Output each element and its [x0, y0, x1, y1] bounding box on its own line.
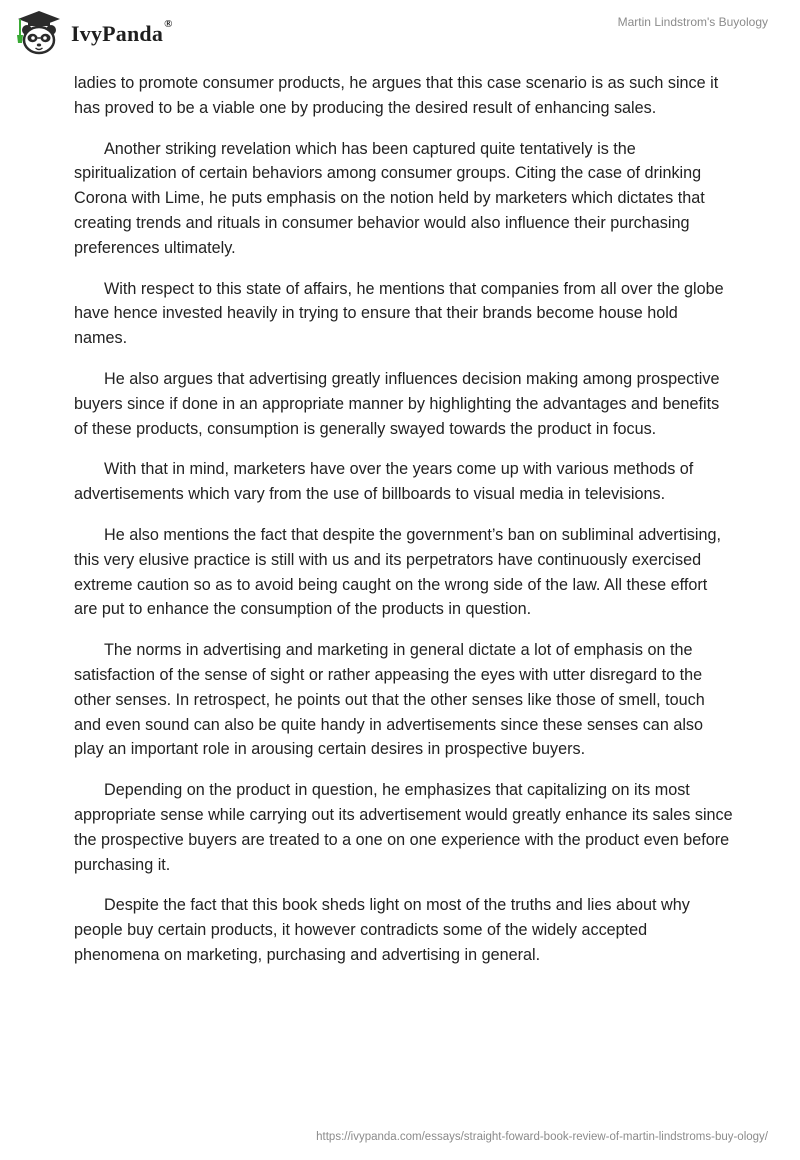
panda-graduate-icon: [14, 8, 64, 58]
paragraph: He also mentions the fact that despite the government’s ban on subliminal advertising, this very elusive practice is still with us and its perpetrators have continuously exercised extreme caution so as to avoid being caught on the wrong side of the law. All these effort are put to enhance the consumption of the products in question.: [74, 525, 721, 619]
paragraph: Another striking revelation which has been captured quite tentatively is the spiritualization of certain behaviors among consumer groups. Citing the case of drinking Corona with Lime, he puts emphasis on the notion held by marketers which dictates that creating trends and rituals in consumer behavior would also influence their purchasing preferences ultimately.: [74, 139, 705, 257]
logo-wordmark: IvyPanda®: [71, 18, 173, 46]
document-title: Martin Lindstrom's Buyology: [617, 15, 768, 29]
paragraph: With that in mind, marketers have over the years come up with various methods of advertisements which vary from the use of billboards to visual media in televisions.: [74, 460, 694, 504]
ivypanda-logo[interactable]: [14, 8, 173, 58]
source-url-link[interactable]: https://ivypanda.com/essays/straight-foward-book-review-of-martin-lindstroms-buy-ology/: [316, 1131, 768, 1143]
paragraph: Depending on the product in question, he emphasizes that capitalizing on its most appropriate sense while carrying out its advertisement would greatly enhance its sales since the prospective buyers are treated to a one on one experience with the product even before purchasing it.: [74, 781, 733, 874]
page-header: [0, 0, 800, 64]
paragraph: ladies to promote consumer products, he argues that this case scenario is as such since it has proved to be a viable one by producing the desired result of enhancing sales.: [74, 74, 719, 117]
essay-body: [74, 71, 734, 984]
paragraph: With respect to this state of affairs, he mentions that companies from all over the globe have hence invested heavily in trying to ensure that their brands become house hold names.: [74, 279, 724, 348]
paragraph: Despite the fact that this book sheds light on most of the truths and lies about why people buy certain products, it however contradicts some of the widely accepted phenomena on marketing, purchasing and advertising in general.: [74, 896, 690, 964]
paragraph: He also argues that advertising greatly influences decision making among prospective buyers since if done in an appropriate manner by highlighting the advantages and benefits of these products, consumption is generally swayed towards the product in focus.: [74, 369, 720, 438]
paragraph: The norms in advertising and marketing in general dictate a lot of emphasis on the satisfaction of the sense of sight or rather appeasing the eyes with utter disregard to the other senses. In retrospect, he points out that the other senses like those of smell, touch and even sound can also be quite handy in advertisements since these senses can also play an important role in arousing certain desires in prospective buyers.: [74, 641, 705, 759]
